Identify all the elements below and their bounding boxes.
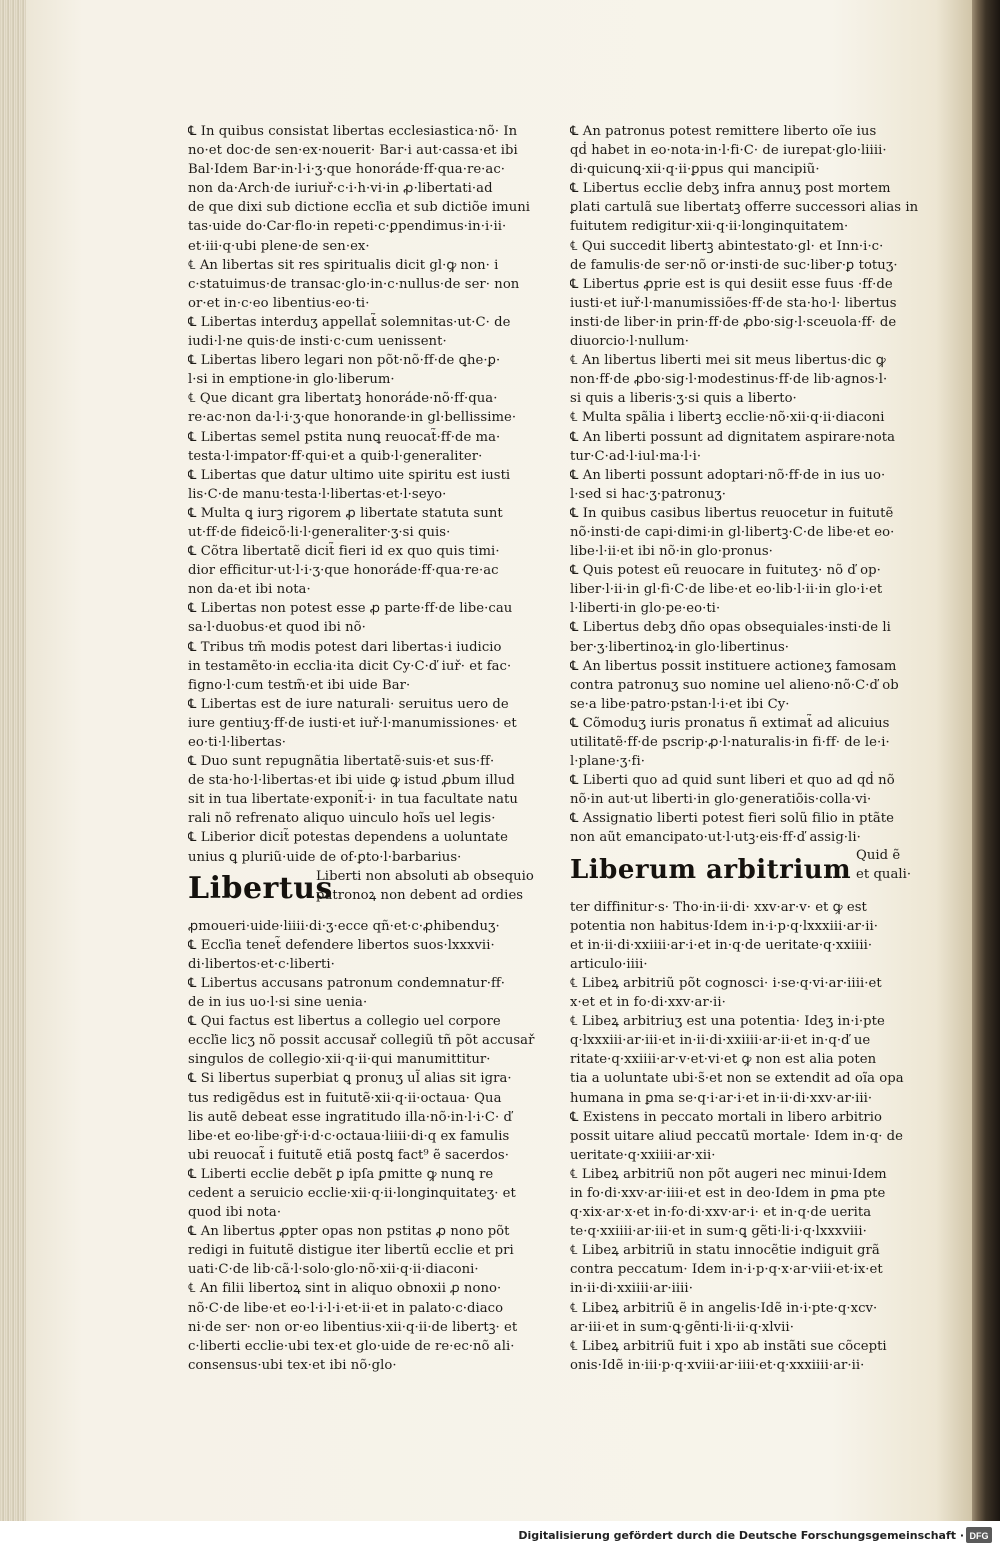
text-line: ℄ An libertas sit res spiritualis dicit gl·ꝙ non· i — [188, 257, 499, 273]
text-line: tas·uide do·Car·flo·in repeti·c·ꝑpendimus·in·i·ii· — [188, 219, 507, 235]
text-line: lis autẽ debeat esse ingratitudo illa·nõ·in·l·i·C· ď — [188, 1109, 512, 1125]
text-line: Bal·Idem Bar·in·l·i·ʒ·que honoráde·ff·qua·re·ac· — [188, 162, 506, 178]
text-line: ℄ An filii libertoꝝ sint in aliquo obnoxii ꝓ nono· — [188, 1281, 502, 1297]
lemma-line: patronoꝝ non debent ad ordies — [316, 887, 524, 903]
text-line: contra patronuʒ suo nomine uel alieno·nõ·C·ď ob — [570, 677, 899, 693]
text-line: potentia non habitus·Idem in·i·p·q·lxxxiii·ar·ii· — [570, 918, 878, 934]
text-line: singulos de collegio·xii·q·ii·qui manumittitur· — [188, 1052, 491, 1068]
text-line: ℄ An liberti possunt adoptari·nõ·ff·de in ius uo· — [570, 467, 886, 483]
text-line: in·ii·di·xxiiii·ar·iiii· — [570, 1281, 693, 1297]
text-line: rali nõ refrenato aliquo uinculo hoĩs uel legis· — [188, 811, 496, 827]
text-line: insti·de liber·in prin·ff·de ꝓbo·sig·l·sceuola·ff· de — [570, 314, 897, 330]
text-line: ℄ An patronus potest remittere liberto oĩe ius — [570, 124, 877, 139]
text-line: ℄ In quibus consistat libertas ecclesiastica·nõ· In — [188, 124, 518, 139]
text-line: non da·et ibi nota· — [188, 582, 311, 598]
text-line: no·et doc·de sen·ex·nouerit· Bar·i aut·cassa·et ibi — [188, 143, 518, 159]
text-line: consensus·ubi tex·et ibi nõ·glo· — [188, 1357, 397, 1373]
lemma-liberum-arbitrium — [570, 847, 922, 894]
text-line: ar·iii·et in sum·ꝗ·gẽnti·li·ii·q·xlvii· — [570, 1319, 794, 1335]
text-line: c·statuimus·de transac·glo·in·c·nullus·de ser· non — [188, 276, 520, 292]
text-line: diuorcio·l·nullum· — [570, 334, 690, 350]
left-column — [188, 122, 544, 1375]
text-line: de que dixi sub dictione eccľia et sub dictiõe imuni — [188, 200, 531, 216]
text-line: articulo·iiii· — [570, 956, 648, 972]
text-line: si quis a liberis·ʒ·si quis a liberto· — [570, 391, 797, 407]
text-line: testa·l·impator·ff·qui·et a quib·l·generaliter· — [188, 448, 483, 464]
text-line: sit in tua libertate·exponit̃·i· in tua facultate natu — [188, 792, 518, 808]
text-line: sa·l·duobus·et quod ibi nõ· — [188, 620, 366, 636]
svg-text:DFG: DFG — [969, 1531, 989, 1541]
lemma-heading: Liberum arbitrium — [570, 854, 852, 885]
lemma-line: Quid ẽ — [856, 847, 901, 863]
text-line: ℄ Qui succedit libertꝫ abintestato·gl· et Inn·i·c· — [570, 238, 884, 254]
right-column — [570, 122, 922, 1375]
text-line: l·plane·ʒ·fi· — [570, 754, 645, 770]
text-line: eccľie licʒ nõ possit accusař collegiũ tñ põt accusař — [188, 1033, 535, 1049]
text-line: ℄ Libeꝝ arbitriũ ẽ in angelis·Idẽ in·i·pte·q·xcv· — [570, 1300, 878, 1316]
text-line: utilitatẽ·ff·de pscrip·ꝓ·l·naturalis·in fi·ff· de le·i· — [570, 735, 890, 750]
text-line: libe·l·ii·et ibi nõ·in glo·pronus· — [570, 544, 773, 560]
text-line: ℄ Existens in peccato mortali in libero arbitrio — [570, 1109, 883, 1125]
text-line: ℄ Multa spãlia i libertꝫ ecclie·nõ·xii·q·ii·diaconi — [570, 410, 885, 426]
text-line: ꝓmoueri·uide·liiii·di·ʒ·ecce qñ·et·c·ꝓhibenduʒ· — [188, 918, 500, 934]
text-line: figno·l·cum testm̃·et ibi uide Bar· — [188, 677, 411, 693]
text-line: in testamẽto·in ecclia·ita dicit Cy·C·ď iuř· et fac· — [188, 658, 512, 674]
text-line: in fo·di·xxv·ar·iiii·et est in deo·Idem in ꝑma pte — [570, 1185, 886, 1201]
text-line: ℄ An libertus ꝓpter opas non pstitas ꝓ nono põt — [188, 1224, 510, 1240]
text-line: q·xix·ar·x·et in·fo·di·xxv·ar·i· et in·q·de uerita — [570, 1205, 872, 1221]
text-line: ℄ Libertas semel pstita nunꝗ reuocat̃·ff·de ma· — [188, 429, 501, 445]
text-line: lis·C·de manu·testa·l·libertas·et·l·seyo· — [188, 486, 447, 502]
text-line: di·quicunꝗ·xii·q·ii·ꝑpus qui mancipiũ· — [570, 162, 820, 178]
text-line: ℄ Libertas libero legari non põt·nõ·ff·de ꝗhe·ꝑ· — [188, 353, 501, 369]
text-line: fuitutem redigitur·xii·q·ii·longinquitatem· — [570, 219, 849, 235]
text-line: ni·de ser· non or·eo libentius·xii·q·ii·de libertꝫ· et — [188, 1319, 518, 1335]
text-line: ℄ Libertas que datur ultimo uite spiritu est iusti — [188, 467, 511, 483]
text-line: ℄ Eccľia tenet̃ defendere libertos suos·lxxxvii· — [188, 937, 495, 953]
text-line: possit uitare aliud peccatũ mortale· Idem in·q· de — [570, 1128, 904, 1144]
text-line: ℄ An libertus liberti mei sit meus libertus·dic ꝙ — [570, 353, 886, 369]
lemma-line: Liberti non absoluti ab obsequio — [316, 868, 534, 884]
text-line: nõ·C·de libe·et eo·l·i·l·i·et·ii·et in palato·c·diaco — [188, 1300, 504, 1316]
text-line: l·liberti·in glo·pe·eo·ti· — [570, 601, 721, 617]
text-line: ℄ Duo sunt repugnãtia libertatẽ·suis·et sus·ff· — [188, 754, 495, 770]
text-line: ꝑlati cartulã sue libertatꝫ offerre successori alias in — [570, 200, 919, 216]
text-line: eo·ti·l·libertas· — [188, 735, 287, 750]
text-line: ℄ Tribus tm̃ modis potest dari libertas·i iudicio — [188, 639, 502, 655]
text-line: ℄ Qui factus est libertus a collegio uel corpore — [188, 1014, 501, 1030]
text-line: ber·ʒ·libertinoꝝ·in glo·libertinus· — [570, 639, 790, 655]
text-line: te·q·xxiiii·ar·iii·et in sum·ꝗ gẽti·li·i·q·lxxxviii· — [570, 1224, 867, 1240]
text-line: di·libertos·et·c·liberti· — [188, 956, 335, 972]
text-line: ℄ Liberior dicit̃ potestas dependens a uoluntate — [188, 830, 508, 846]
footer-bar — [0, 1521, 1000, 1551]
text-line: ubi reuocat̃ i fuitutẽ etiã postꝗ fact⁹ ẽ sacerdos· — [188, 1147, 509, 1163]
text-line: re·ac·non da·l·i·ʒ·que honorande·in gl·bellissime· — [188, 410, 517, 426]
lemma-heading: Libertus — [188, 870, 333, 906]
text-line: ℄ Libertus accusans patronum condemnatur·ff· — [188, 975, 506, 991]
text-line: de sta·ho·l·libertas·et ibi uide ꝙ istud ꝓbum illud — [188, 773, 515, 789]
text-line: x·et et in fo·di·xxv·ar·ii· — [570, 995, 726, 1011]
text-line: tus redigẽdus est in fuitutẽ·xii·q·ii·octaua· Qua — [188, 1090, 502, 1106]
text-line: ℄ Libertas non potest esse ꝓ parte·ff·de libe·cau — [188, 601, 513, 617]
text-line: libe·et eo·libe·gř·i·d·c·octaua·liiii·di·q ex famulis — [188, 1128, 510, 1144]
text-line: de in ius uo·l·si sine uenia· — [188, 995, 368, 1011]
text-line: ritate·q·xxiiii·ar·v·et·vi·et ꝙ non est alia poten — [570, 1052, 877, 1068]
text-line: ℄ Cõmoduʒ iuris pronatus ñ extimat̃ ad alicuius — [570, 715, 890, 731]
text-line: ℄ Libertus ꝓprie est is qui desiit esse fuus ·ff·de — [570, 276, 893, 292]
text-line: or·et in·c·eo libentius·eo·ti· — [188, 295, 370, 311]
text-line: redigi in fuitutẽ distigue iter libertũ ecclie et pri — [188, 1243, 514, 1259]
text-line: ℄ Quis potest eũ reuocare in fuituteʒ· nõ ď op· — [570, 563, 881, 579]
book-page — [26, 0, 974, 1521]
text-line: ℄ Si libertus superbiat ꝗ pronuʒ ul̃ alias sit igra· — [188, 1071, 512, 1087]
text-line: qḋ habet in eo·nota·in·l·fi·C· de iurepat·glo·liiii· — [570, 143, 887, 159]
text-line: iusti·et iuř·l·manumissiões·ff·de sta·ho·l· libertus — [570, 295, 897, 311]
text-line: liber·l·ii·in gl·fi·C·de libe·et eo·lib·l·ii·in glo·i·et — [570, 582, 883, 598]
text-line: ℄ Libertas est de iure naturali· seruitus uero de — [188, 696, 509, 712]
text-line: l·si in emptione·in glo·liberum· — [188, 372, 395, 388]
right-entries-a — [570, 122, 922, 848]
text-line: ℄ Cõtra libertatẽ dicit̃ fieri id ex quo quis timi· — [188, 544, 500, 560]
text-line: ℄ Libeꝝ arbitriũ põt cognosci· i·se·q·vi·ar·iiii·et — [570, 975, 882, 991]
dfg-logo[interactable] — [966, 1527, 992, 1543]
text-line: ℄ An libertus possit instituere actioneʒ famosam — [570, 658, 897, 674]
text-line: uati·C·de lib·cã·l·solo·glo·nõ·xii·q·ii·diaconi· — [188, 1262, 479, 1278]
text-line: non·ff·de ꝓbo·sig·l·modestinus·ff·de lib·agnos·l· — [570, 372, 888, 388]
text-line: ℄ Libertus ecclie debʒ infra annuʒ post mortem — [570, 181, 891, 197]
text-line: non da·Arch·de iuriuř·c·i·h·vi·in ꝓ·libertati·ad — [188, 181, 493, 197]
text-line: l·sed si hac·ʒ·patronuʒ· — [570, 486, 727, 502]
text-line: ℄ Liberti ecclie debẽt ꝑ ipſa ꝑmitte ꝙ nunꝗ re — [188, 1166, 494, 1182]
text-line: ℄ Libeꝝ arbitriũ fuit i xpo ab instãti sue cõcepti — [570, 1338, 887, 1354]
text-line: ℄ Libeꝝ arbitriũ in statu innocẽtie indiguit grã — [570, 1243, 880, 1259]
text-line: tia a uoluntate ubi·s̃·et non se extendit ad oĩa opa — [570, 1071, 904, 1087]
text-line: c·liberti ecclie·ubi tex·et glo·uide de re·ec·nõ ali· — [188, 1338, 515, 1354]
text-line: ℄ Libeꝝ arbitriũ non põt augeri nec minui·Idem — [570, 1166, 887, 1182]
text-line: ℄ Multa ꝗ iurꝫ rigorem ꝓ libertate statuta sunt — [188, 505, 503, 521]
text-line: contra peccatum· Idem in·i·p·q·x·ar·viii·et·ix·et — [570, 1262, 883, 1278]
text-line: ℄ Assignatio liberti potest fieri solũ filio in ptãte — [570, 811, 894, 827]
left-entries-a — [188, 122, 544, 867]
dfg-logo-icon — [966, 1527, 992, 1543]
funding-notice: Digitalisierung gefördert durch die Deutsche Forschungsgemeinschaft · — [518, 1529, 964, 1542]
text-line: ℄ Libertas interduʒ appellat̃ solemnitas·ut·C· de — [188, 314, 511, 330]
text-line: q·lxxxiii·ar·iii·et in·ii·di·xxiiii·ar·ii·et in·q·ď ue — [570, 1033, 871, 1049]
left-entries-b — [188, 917, 544, 1375]
text-line: dior efficitur·ut·l·i·ʒ·que honoráde·ff·qua·re·ac — [188, 563, 499, 579]
text-line: ter diffinitur·s· Tho·in·ii·di· xxv·ar·v· et ꝙ est — [570, 899, 867, 915]
text-line: iure gentiuʒ·ff·de iusti·et iuř·l·manumissiones· et — [188, 715, 517, 731]
text-line: et in·ii·di·xxiiii·ar·i·et in·q·de ueritate·q·xxiiii· — [570, 937, 873, 953]
text-line: ut·ff·de fideicõ·li·l·generaliter·ʒ·si quis· — [188, 524, 451, 540]
text-line: onis·Idẽ in·iii·p·q·xviii·ar·iiii·et·q·xxxiiii·ar·ii· — [570, 1357, 865, 1373]
text-line: ℄ Que dicant gra libertatꝫ honoráde·nõ·ff·qua· — [188, 391, 498, 407]
text-line: nõ·in aut·ut liberti·in glo·generatiõis·colla·vi· — [570, 792, 872, 808]
text-line: ℄ An liberti possunt ad dignitatem aspirare·nota — [570, 429, 895, 445]
text-line: ueritate·q·xxiiii·ar·xii· — [570, 1147, 716, 1163]
book-cover-edge — [972, 0, 1000, 1521]
text-line: non aũt emancipato·ut·l·utꝫ·eis·ff·ď assig·li· — [570, 830, 861, 846]
text-line: humana in ꝑma se·q·i·ar·i·et in·ii·di·xxv·ar·iii· — [570, 1090, 873, 1106]
lemma-line: et quali· — [856, 866, 912, 882]
text-line: cedent a seruicio ecclie·xii·q·ii·longinquitateʒ· et — [188, 1185, 516, 1201]
text-line: ℄ Libeꝝ arbitriuʒ est una potentia· Ideʒ in·i·pte — [570, 1014, 885, 1030]
lemma-libertus — [188, 869, 544, 913]
text-line: ℄ Liberti quo ad quid sunt liberi et quo ad qḋ nõ — [570, 773, 895, 789]
text-line: tur·C·ad·l·iul·ma·l·i· — [570, 448, 702, 464]
text-line: se·a libe·patro·pstan·l·i·et ibi Cy· — [570, 696, 790, 712]
text-line: et·iii·q·ubi plene·de sen·ex· — [188, 238, 370, 254]
text-line: unius ꝗ pluriũ·uide de of·ꝑto·l·barbarius· — [188, 849, 462, 865]
text-line: nõ·insti·de capi·dimi·in gl·libertꝫ·C·de libe·et eo· — [570, 524, 895, 540]
text-line: de famulis·de ser·nõ or·insti·de suc·liber·ꝑ totuʒ· — [570, 257, 898, 273]
right-entries-b — [570, 898, 922, 1375]
text-line: quod ibi nota· — [188, 1205, 282, 1221]
text-line: ℄ Libertus debʒ dño opas obsequiales·insti·de li — [570, 620, 891, 636]
text-line: iudi·l·ne quis·de insti·c·cum uenissent· — [188, 334, 447, 350]
text-line: ℄ In quibus casibus libertus reuocetur in fuitutẽ — [570, 505, 894, 521]
